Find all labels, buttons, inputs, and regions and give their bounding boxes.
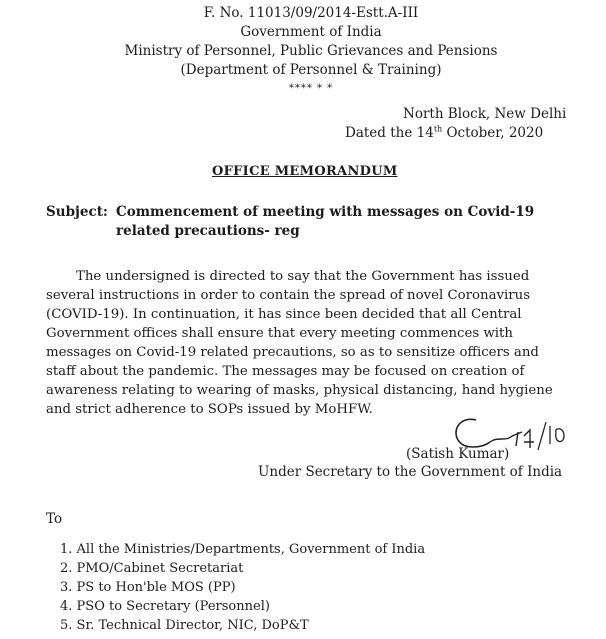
- recipient-item: 1. All the Ministries/Departments, Government of India: [60, 542, 426, 557]
- date-superscript: th: [433, 124, 443, 134]
- body-line: and strict adherence to SOPs issued by MoHFW.: [46, 402, 373, 417]
- recipient-item: 5. Sr. Technical Director, NIC, DoP&T: [60, 618, 309, 633]
- signatory-designation: Under Secretary to the Government of India: [258, 464, 563, 480]
- body-line: Government offices shall ensure that every meeting commences with: [46, 326, 513, 341]
- recipient-item: 3. PS to Hon'ble MOS (PP): [60, 580, 236, 595]
- file-number: F. No. 11013/09/2014-Estt.A-III: [203, 5, 419, 21]
- subject-line-2: related precautions- reg: [116, 223, 300, 239]
- date-prefix: Dated the 14: [345, 125, 434, 141]
- body-line: messages on Covid-19 related precautions, so as to sensitize officers and: [46, 345, 539, 360]
- stars-separator: **** * *: [288, 83, 334, 94]
- body-line: several instructions in order to contain the spread of novel Coronavirus: [46, 288, 531, 303]
- recipient-item: 4. PSO to Secretary (Personnel): [60, 599, 270, 614]
- signatory-name: (Satish Kumar): [406, 446, 510, 462]
- body-line: staff about the pandemic. The messages may be focused on creation of: [46, 364, 525, 379]
- ministry-line: Ministry of Personnel, Public Grievances and Pensions: [124, 43, 498, 59]
- place-line: North Block, New Delhi: [403, 106, 567, 122]
- memorandum-title: OFFICE MEMORANDUM: [212, 164, 398, 179]
- subject-label: Subject:: [46, 204, 108, 220]
- recipient-item: 2. PMO/Cabinet Secretariat: [60, 561, 244, 576]
- body-line: The undersigned is directed to say that the Government has issued: [76, 269, 530, 284]
- department-line: (Department of Personnel & Training): [180, 62, 442, 78]
- subject-line-1: Commencement of meeting with messages on Covid-19: [116, 204, 535, 220]
- to-label: To: [46, 511, 63, 527]
- date-suffix: October, 2020: [442, 125, 544, 141]
- government-line: Government of India: [240, 24, 382, 40]
- date-line: [345, 124, 543, 143]
- body-line: awareness relating to wearing of masks, physical distancing, hand hygiene: [46, 383, 553, 398]
- body-line: (COVID-19). In continuation, it has since been decided that all Central: [46, 307, 522, 322]
